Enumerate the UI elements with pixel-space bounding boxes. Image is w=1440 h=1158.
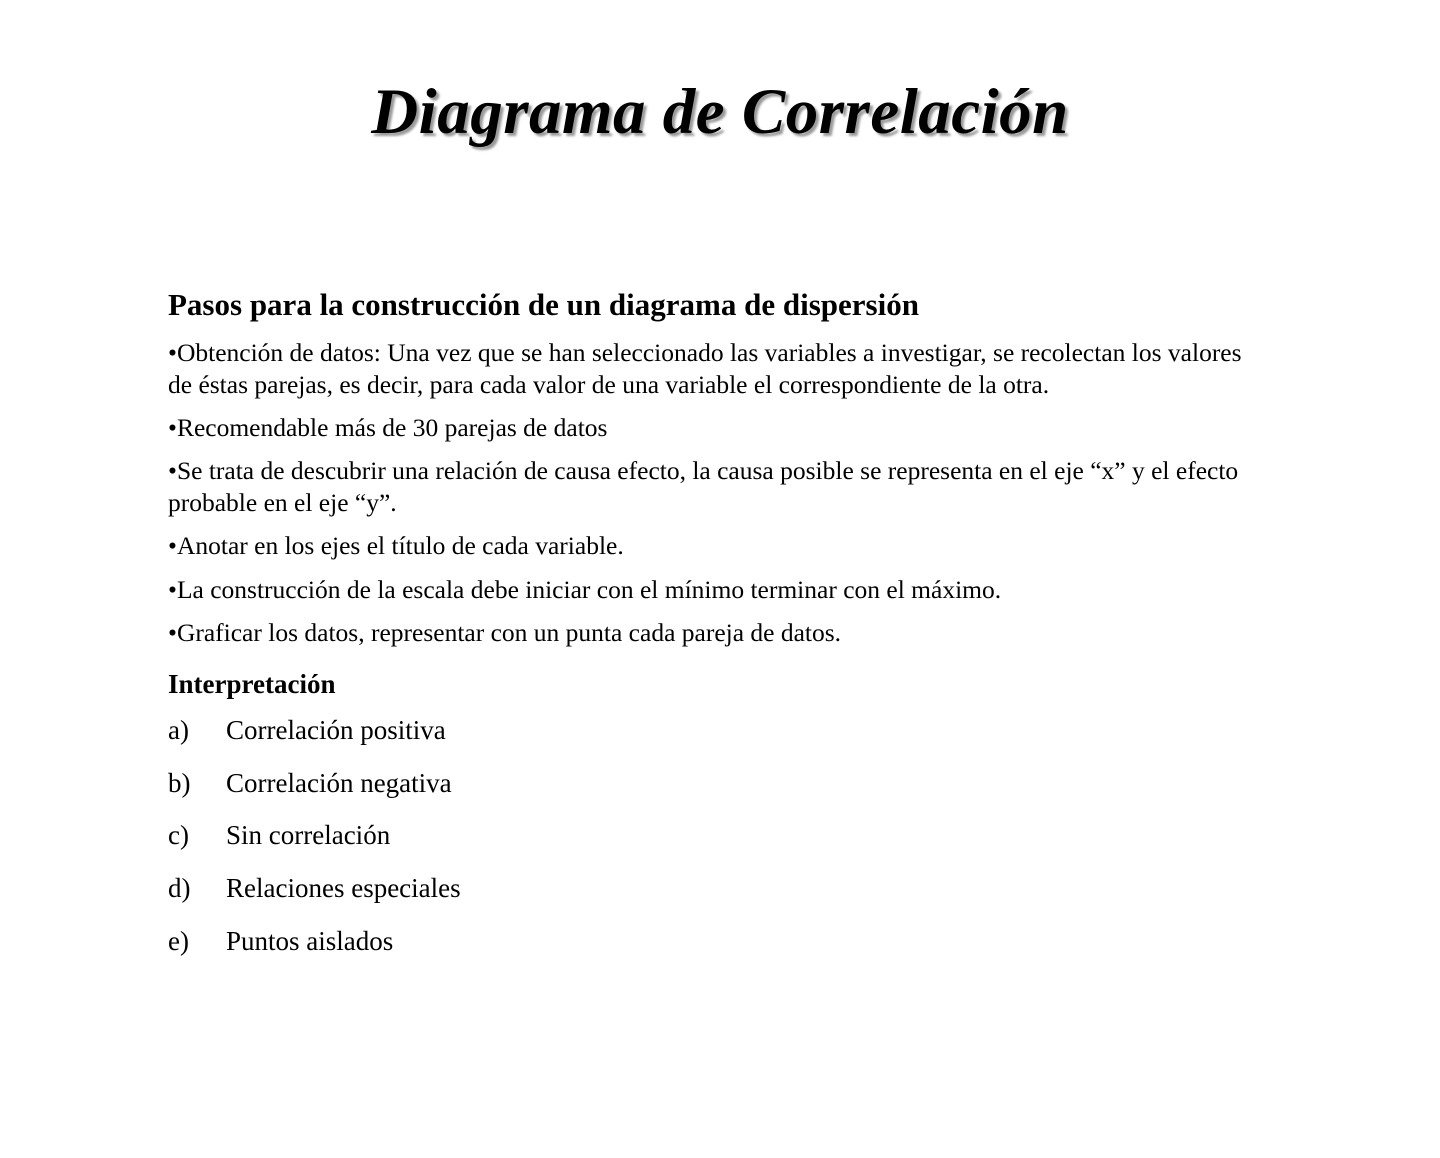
interpretation-heading: Interpretación: [168, 668, 336, 699]
slide-body: [168, 286, 1258, 978]
section-heading: Pasos para la construcción de un diagrama de dispersión: [168, 287, 919, 322]
bullet-item: [168, 574, 1258, 606]
list-item-label: Correlación positiva: [226, 714, 446, 745]
interpretation-list: [168, 714, 1258, 959]
bullet-marker-icon: •: [168, 531, 177, 561]
list-item-label: Relaciones especiales: [226, 873, 461, 904]
list-item-marker: a): [168, 714, 189, 745]
list-item: [168, 714, 1258, 748]
list-item: [168, 925, 1258, 959]
bullet-marker-icon: •: [168, 337, 177, 367]
list-item-label: Correlación negativa: [226, 767, 452, 798]
list-item: [168, 767, 1258, 801]
page-title: Diagrama de Correlación: [371, 76, 1069, 148]
bullet-text: Recomendable más de 30 parejas de datos: [176, 413, 608, 442]
list-item-marker: d): [168, 873, 191, 904]
bullet-item: [168, 617, 1258, 649]
slide-canvas: [0, 78, 1440, 1158]
list-item-marker: b): [168, 767, 191, 798]
list-item-label: Sin correlación: [226, 820, 391, 851]
bullet-marker-icon: •: [168, 617, 177, 647]
bullet-text: La construcción de la escala debe iniciar con el mínimo terminar con el máximo.: [176, 574, 1002, 604]
list-item-marker: c): [168, 820, 189, 851]
bullet-item: [168, 337, 1258, 401]
bullet-text: Obtención de datos: Una vez que se han seleccionado las variables a investigar, se recolectan los valores de éstas parejas, es decir, para cada valor de una variable el correspondiente de la otra.: [168, 337, 1242, 399]
list-item-marker: e): [168, 925, 189, 956]
bullet-marker-icon: •: [168, 456, 177, 486]
bullet-marker-icon: •: [168, 574, 177, 604]
list-item-label: Puntos aislados: [226, 925, 394, 956]
list-item: [168, 819, 1258, 853]
bullet-text: Graficar los datos, representar con un punta cada pareja de datos.: [176, 617, 842, 647]
bullet-marker-icon: •: [168, 413, 177, 442]
list-item: [168, 872, 1258, 906]
bullet-item: [168, 412, 1258, 444]
bullet-text: Se trata de descubrir una relación de causa efecto, la causa posible se representa en el eje “x” y el efecto probable en el eje “y”.: [168, 456, 1239, 518]
bullet-text: Anotar en los ejes el título de cada variable.: [176, 531, 624, 561]
bullet-item: [168, 455, 1258, 519]
bullet-item: [168, 530, 1258, 562]
